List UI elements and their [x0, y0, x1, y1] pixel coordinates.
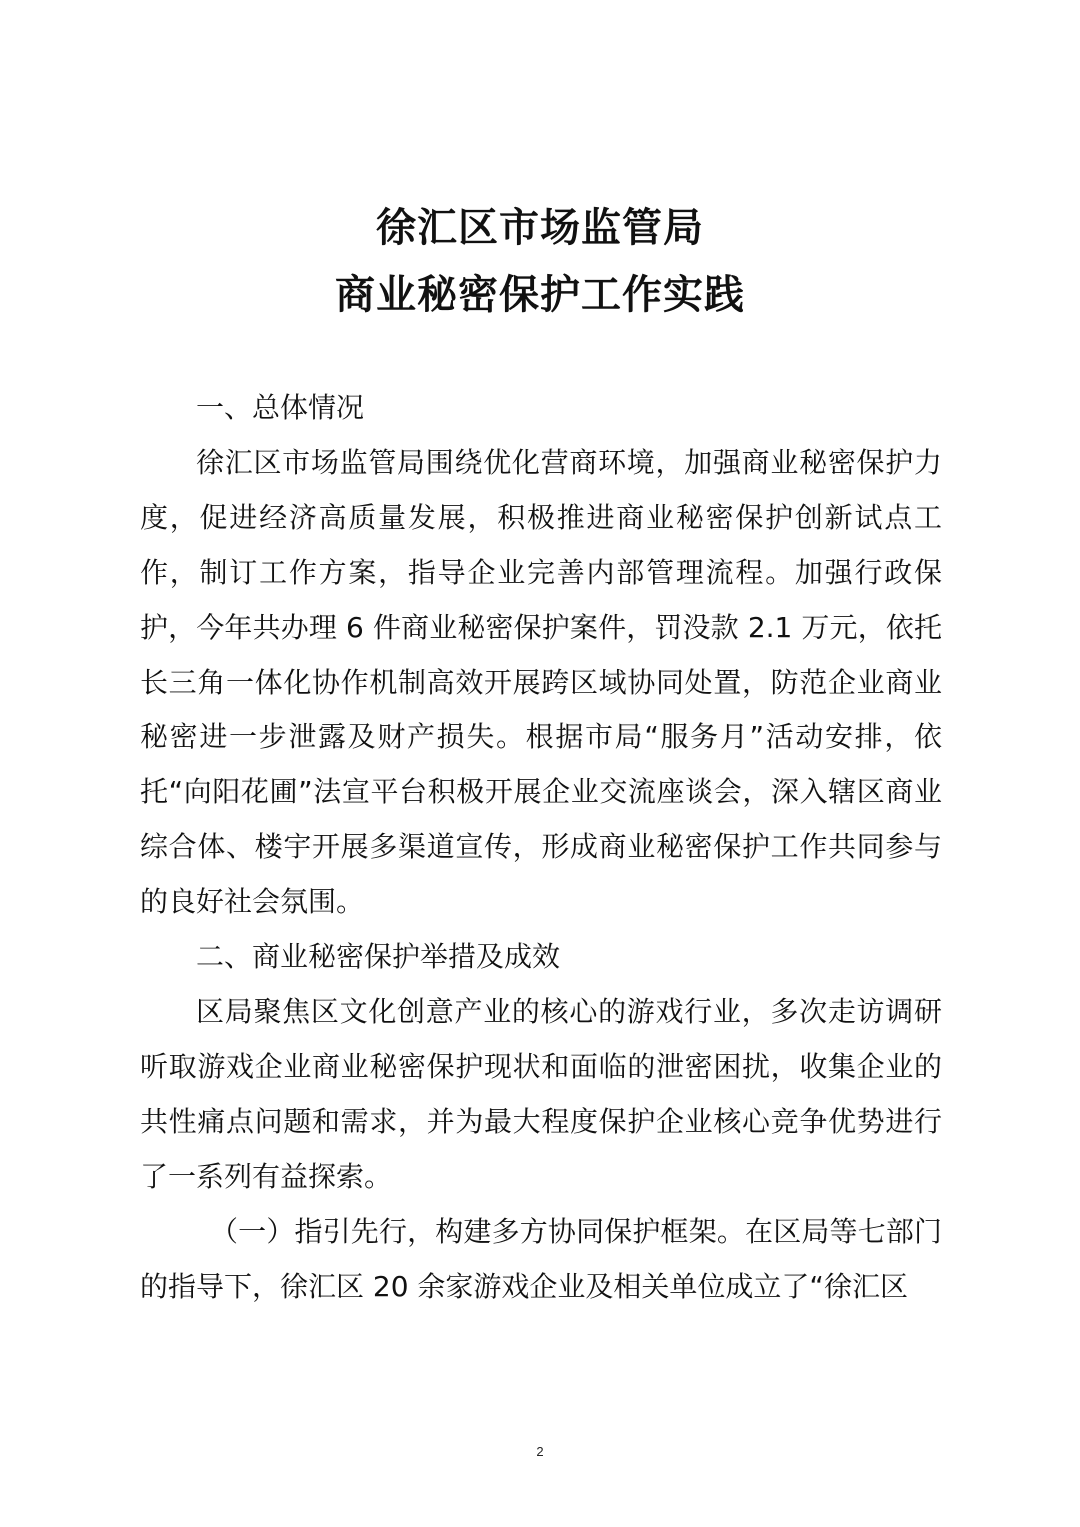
section-heading-overview: 一、总体情况 — [196, 391, 365, 424]
document-title-line1: 徐汇区市场监管局 — [376, 204, 704, 251]
paragraph-measures: 区局聚焦区文化创意产业的核心的游戏行业，多次走访调研听取游戏企业商业秘密保护现状和面临的泄密困扰，收集企业的共性痛点问题和需求，并为最大程度保护企业核心竞争优势进行了一系列有益探索。 — [140, 994, 942, 1193]
paragraph-overview: 徐汇区市场监管局围绕优化营商环境，加强商业秘密保护力度，促进经济高质量发展，积极推进商业秘密保护创新试点工作，制订工作方案，指导企业完善内部管理流程。加强行政保护，今年共办理 6 件商业秘密保护案件，罚没款 2.1 万元，依托长三角一体化协作机制高效开展跨区域协同处置，防范企业商业秘密进一步泄露及财产损失。根据市局“服务月”活动安排，依托“向阳花圃”法宣平台积极开展企业交流座谈会，深入辖区商业综合体、楼宇开展多渠道宣传，形成商业秘密保护工作共同参与的良好社会氛围。 — [140, 445, 942, 919]
page-number: 2 — [536, 1444, 544, 1459]
paragraph-subsection-1: （一）指引先行，构建多方协同保护框架。在区局等七部门的指导下，徐汇区 20 余家游戏企业及相关单位成立了“徐汇区 — [140, 1214, 942, 1303]
section-heading-measures: 二、商业秘密保护举措及成效 — [196, 940, 561, 974]
document-body — [140, 381, 942, 1314]
document-title-line2: 商业秘密保护工作实践 — [335, 271, 745, 318]
